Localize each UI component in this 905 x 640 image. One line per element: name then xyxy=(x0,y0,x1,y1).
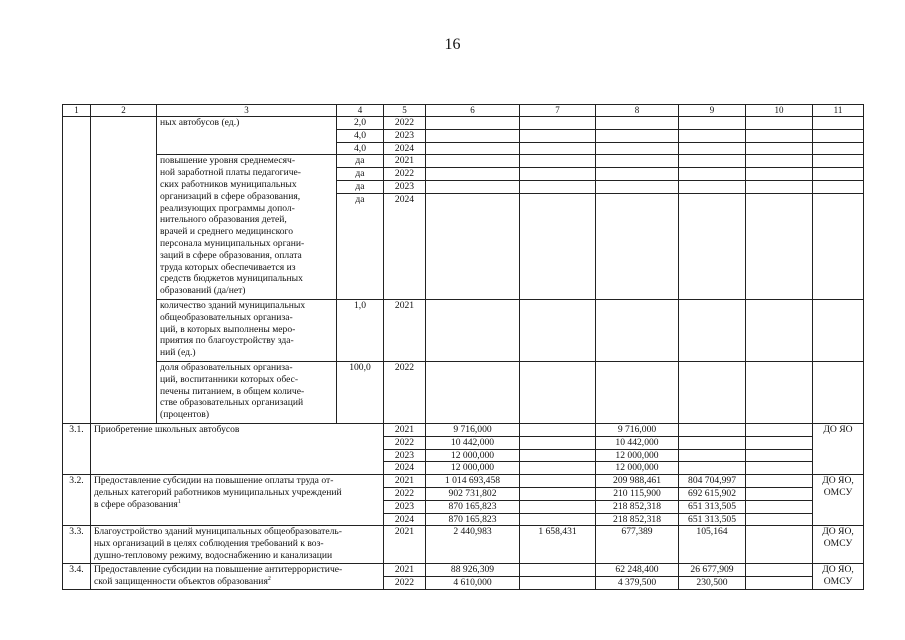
footnote-mark: 2 xyxy=(267,575,271,582)
regional-cell: 62 248,400 xyxy=(596,564,679,577)
indicator-year: 2023 xyxy=(384,181,426,194)
regional-cell: 10 442,000 xyxy=(596,436,679,449)
indicator-line: ций, в которых выполнены меро- xyxy=(160,323,296,335)
header-col-9: 9 xyxy=(679,105,746,117)
indicator-value: 2,0 xyxy=(337,117,384,130)
table-row xyxy=(63,564,864,577)
indicator-line: организаций в сфере образования, xyxy=(160,190,301,202)
executor-line: ДО ЯО xyxy=(823,423,853,435)
executor xyxy=(813,475,864,526)
header-col-7: 7 xyxy=(520,105,596,117)
header-col-5: 5 xyxy=(384,105,426,117)
indicator-line: труда которых обеспечивается из xyxy=(160,261,296,273)
header-row xyxy=(63,105,864,117)
total-cell: 10 442,000 xyxy=(426,436,520,449)
other-cell xyxy=(746,526,813,564)
header-col-8: 8 xyxy=(596,105,679,117)
header-col-11: 11 xyxy=(813,105,864,117)
total-cell: 12 000,000 xyxy=(426,462,520,475)
item-name xyxy=(91,423,384,474)
item-name-line xyxy=(94,499,380,511)
indicator-year: 2024 xyxy=(384,193,426,299)
item-name-line: Благоустройство зданий муниципальных общеобразователь- xyxy=(94,526,342,538)
cell-empty xyxy=(63,117,91,424)
year-cell: 2022 xyxy=(384,436,426,449)
indicator-line: доля образовательных организа- xyxy=(160,361,293,373)
year-cell: 2021 xyxy=(384,564,426,577)
executor-line: ДО ЯО, xyxy=(822,526,854,538)
federal-cell xyxy=(520,513,596,526)
federal-cell xyxy=(520,449,596,462)
total-cell: 902 731,802 xyxy=(426,487,520,500)
executor-line: ОМСУ xyxy=(823,538,853,550)
indicator-value: 4,0 xyxy=(337,142,384,155)
other-cell xyxy=(746,564,813,577)
executor-line: ДО ЯО, xyxy=(822,475,854,487)
municipal-cell: 651 313,505 xyxy=(679,513,746,526)
indicator-row xyxy=(63,117,864,130)
indicator-row xyxy=(63,299,864,361)
year-cell: 2021 xyxy=(384,526,426,564)
header-col-6: 6 xyxy=(426,105,520,117)
indicator-line: ной заработной платы педагогиче- xyxy=(160,167,301,179)
indicator-text xyxy=(157,155,337,300)
table-row xyxy=(63,475,864,488)
municipal-cell: 804 704,997 xyxy=(679,475,746,488)
indicator-value: 4,0 xyxy=(337,129,384,142)
regional-cell: 210 115,900 xyxy=(596,487,679,500)
regional-cell: 218 852,318 xyxy=(596,500,679,513)
header-col-3: 3 xyxy=(157,105,337,117)
regional-cell: 12 000,000 xyxy=(596,462,679,475)
year-cell: 2024 xyxy=(384,513,426,526)
item-name-line: дельных категорий работников муниципальных учреждений xyxy=(94,486,342,498)
total-cell: 1 014 693,458 xyxy=(426,475,520,488)
total-cell: 88 926,309 xyxy=(426,564,520,577)
regional-cell: 9 716,000 xyxy=(596,423,679,436)
other-cell xyxy=(746,423,813,436)
other-cell xyxy=(746,487,813,500)
cell-empty xyxy=(91,117,157,424)
indicator-line: образований (да/нет) xyxy=(160,285,246,297)
indicator-line: ний (ед.) xyxy=(160,347,196,359)
indicator-line: стве образовательных организаций xyxy=(160,397,304,409)
item-number: 3.3. xyxy=(63,526,91,564)
indicator-line: средств бюджетов муниципальных xyxy=(160,273,303,285)
indicator-line: печены питанием, в общем количе- xyxy=(160,385,305,397)
total-cell: 870 165,823 xyxy=(426,513,520,526)
indicator-line: ских работников муниципальных xyxy=(160,178,297,190)
table-row xyxy=(63,526,864,564)
municipal-cell: 692 615,902 xyxy=(679,487,746,500)
total-cell: 12 000,000 xyxy=(426,449,520,462)
federal-cell: 1 658,431 xyxy=(520,526,596,564)
indicator-line: повышение уровня среднемесяч- xyxy=(160,155,296,167)
indicator-row xyxy=(63,361,864,423)
year-cell: 2024 xyxy=(384,462,426,475)
year-cell: 2023 xyxy=(384,500,426,513)
federal-cell xyxy=(520,475,596,488)
indicator-line: нительного образования детей, xyxy=(160,214,287,226)
total-cell: 2 440,983 xyxy=(426,526,520,564)
municipal-cell xyxy=(679,462,746,475)
municipal-cell: 230,500 xyxy=(679,577,746,590)
item-name-line: Предоставление субсидии на повышение оплаты труда от- xyxy=(94,475,334,487)
regional-cell: 4 379,500 xyxy=(596,577,679,590)
indicator-row xyxy=(63,155,864,168)
item-name xyxy=(91,475,384,526)
federal-cell xyxy=(520,577,596,590)
municipal-cell xyxy=(679,449,746,462)
municipal-cell xyxy=(679,436,746,449)
federal-cell xyxy=(520,487,596,500)
regional-cell: 209 988,461 xyxy=(596,475,679,488)
federal-cell xyxy=(520,462,596,475)
executor-line: ОМСУ xyxy=(823,576,853,588)
year-cell: 2022 xyxy=(384,487,426,500)
indicator-year: 2023 xyxy=(384,129,426,142)
indicator-value: да xyxy=(337,193,384,299)
total-cell: 9 716,000 xyxy=(426,423,520,436)
indicator-year: 2021 xyxy=(384,155,426,168)
indicator-value: 100,0 xyxy=(337,361,384,423)
federal-cell xyxy=(520,564,596,577)
executor xyxy=(813,423,864,474)
other-cell xyxy=(746,500,813,513)
total-cell: 4 610,000 xyxy=(426,577,520,590)
header-col-1: 1 xyxy=(63,105,91,117)
item-name-line: душно-тепловому режиму, водоснабжению и канализации xyxy=(94,549,333,561)
header-col-10: 10 xyxy=(746,105,813,117)
executor xyxy=(813,564,864,590)
indicator-line: (процентов) xyxy=(160,409,210,421)
regional-cell: 218 852,318 xyxy=(596,513,679,526)
footnote-mark: 1 xyxy=(177,498,181,505)
item-name-line xyxy=(94,576,380,588)
header-col-4: 4 xyxy=(337,105,384,117)
indicator-year: 2021 xyxy=(384,299,426,361)
indicator-line: персонала муниципальных органи- xyxy=(160,237,305,249)
indicator-line: реализующих программы допол- xyxy=(160,202,295,214)
indicator-year: 2024 xyxy=(384,142,426,155)
executor-line: ОМСУ xyxy=(823,486,853,498)
indicator-text xyxy=(157,361,337,423)
indicator-value: да xyxy=(337,155,384,168)
indicator-line: заций в сфере образования, оплата xyxy=(160,249,302,261)
total-cell: 870 165,823 xyxy=(426,500,520,513)
indicator-year: 2022 xyxy=(384,168,426,181)
item-name-line: ных организаций в целях соблюдения требований к воз- xyxy=(94,538,324,550)
item-number: 3.2. xyxy=(63,475,91,526)
indicator-year: 2022 xyxy=(384,117,426,130)
indicator-value: да xyxy=(337,168,384,181)
municipal-cell: 651 313,505 xyxy=(679,500,746,513)
federal-cell xyxy=(520,423,596,436)
other-cell xyxy=(746,577,813,590)
federal-cell xyxy=(520,500,596,513)
other-cell xyxy=(746,462,813,475)
item-name-text: в сфере образования xyxy=(94,498,178,510)
header-col-2: 2 xyxy=(91,105,157,117)
program-table xyxy=(62,104,864,590)
indicator-text: ных автобусов (ед.) xyxy=(157,117,337,155)
item-name xyxy=(91,564,384,590)
indicator-value: да xyxy=(337,181,384,194)
year-cell: 2023 xyxy=(384,449,426,462)
federal-cell xyxy=(520,436,596,449)
indicator-line: ций, воспитанники которых обес- xyxy=(160,373,299,385)
other-cell xyxy=(746,513,813,526)
item-name-line: Приобретение школьных автобусов xyxy=(94,423,240,435)
other-cell xyxy=(746,449,813,462)
year-cell: 2021 xyxy=(384,475,426,488)
year-cell: 2022 xyxy=(384,577,426,590)
indicator-line: количество зданий муниципальных xyxy=(160,299,306,311)
indicator-value: 1,0 xyxy=(337,299,384,361)
municipal-cell: 105,164 xyxy=(679,526,746,564)
executor-line: ДО ЯО, xyxy=(822,564,854,576)
item-name xyxy=(91,526,384,564)
indicator-line: общеобразовательных организа- xyxy=(160,311,293,323)
item-name-text: ской защищенности объектов образования xyxy=(94,576,268,588)
item-number: 3.4. xyxy=(63,564,91,590)
year-cell: 2021 xyxy=(384,423,426,436)
item-number: 3.1. xyxy=(63,423,91,474)
other-cell xyxy=(746,436,813,449)
municipal-cell: 26 677,909 xyxy=(679,564,746,577)
indicator-text xyxy=(157,299,337,361)
municipal-cell xyxy=(679,423,746,436)
other-cell xyxy=(746,475,813,488)
indicator-line: приятия по благоустройству зда- xyxy=(160,335,294,347)
regional-cell: 12 000,000 xyxy=(596,449,679,462)
indicator-line: врачей и среднего медицинского xyxy=(160,226,294,238)
regional-cell: 677,389 xyxy=(596,526,679,564)
table-row xyxy=(63,423,864,436)
indicator-year: 2022 xyxy=(384,361,426,423)
item-name-line: Предоставление субсидии на повышение антитеррористиче- xyxy=(94,564,343,576)
executor xyxy=(813,526,864,564)
page-number: 16 xyxy=(444,36,461,53)
